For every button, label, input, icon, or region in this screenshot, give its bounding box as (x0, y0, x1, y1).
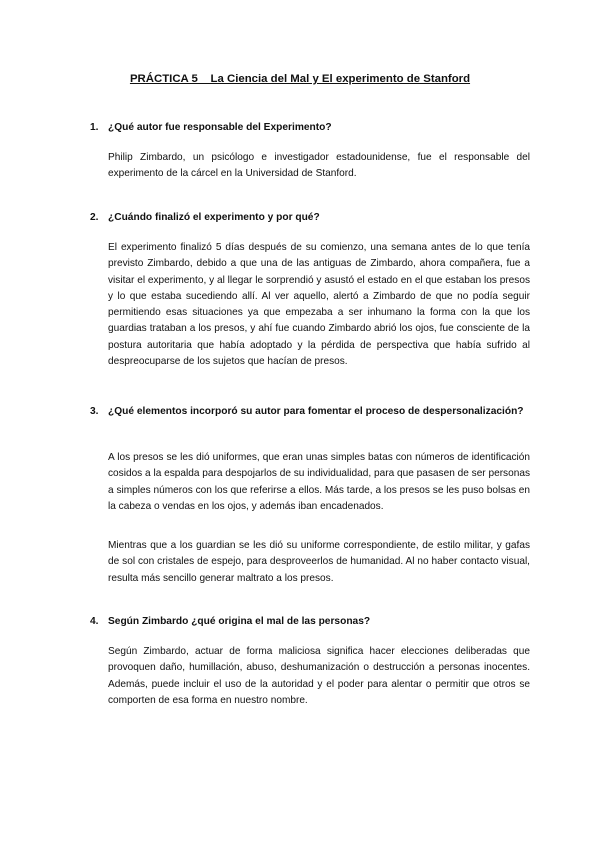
question-3 (90, 404, 530, 420)
question-2 (90, 210, 530, 226)
question-4 (90, 614, 530, 630)
question-1 (90, 120, 530, 136)
question-text: Según Zimbardo ¿qué origina el mal de las personas? (108, 616, 371, 627)
question-text: ¿Qué elementos incorporó su autor para fomentar el proceso de despersonalización? (108, 406, 524, 417)
answer-paragraph: Mientras que a los guardian se les dió su uniforme correspondiente, de estilo militar, y gafas de sol con cristales de espejo, para desproveerlos de humanidad. Al no haber contacto visual, resulta más sencillo generar maltrato a los presos. (108, 540, 530, 584)
answer-paragraph: Philip Zimbardo, un psicólogo e investigador estadounidense, fue el responsable del experimento de la cárcel en la Universidad de Stanford. (108, 152, 530, 180)
answer-paragraph: Según Zimbardo, actuar de forma maliciosa significa hacer elecciones deliberadas que provoquen daño, humillación, abuso, deshumanización o destrucción a personas inocentes. Además, puede incluir el uso de la autoridad y el poder para alentar o permitir que otros se comporten de esa forma en nuestro nombre. (108, 646, 530, 706)
answer-paragraph: El experimento finalizó 5 días después de su comienzo, una semana antes de lo que tenía previsto Zimbardo, debido a que una de las antiguas de Zimbardo, ahora compañera, fue a visitar el experimento, y al llegar le sorprendió y asustó el estado en el que estaban los presos y lo que estaba sucediendo allí. Al ver aquello, alertó a Zimbardo de que no podía seguir permitiendo esas situaciones ya que empezaba a ser inhumano la forma con la que los guardias trataban a los presos, y ahí fue cuando Zimbardo abrió los ojos, fue consciente de la postura autoritaria que había adoptado y la pérdida de perspectiva que había sufrido al despreocuparse de los sujetos que hacían de presos. (108, 242, 530, 368)
question-text: ¿Qué autor fue responsable del Experimento? (108, 122, 332, 133)
question-number: 3. (90, 406, 99, 417)
question-number: 1. (90, 122, 99, 133)
question-text: ¿Cuándo finalizó el experimento y por qué? (108, 212, 320, 223)
question-number: 4. (90, 616, 99, 627)
question-number: 2. (90, 212, 99, 223)
answer-paragraph: A los presos se les dió uniformes, que eran unas simples batas con números de identificación cosidos a la espalda para despojarlos de su individualidad, para que pasasen de ser personas a simples números con los que referirse a ellos. Más tarde, a los presos se les puso bolsas en la cabeza o vendas en los ojos, y además iban encadenados. (108, 452, 530, 512)
page-title: PRÁCTICA 5 La Ciencia del Mal y El experimento de Stanford (129, 73, 471, 85)
